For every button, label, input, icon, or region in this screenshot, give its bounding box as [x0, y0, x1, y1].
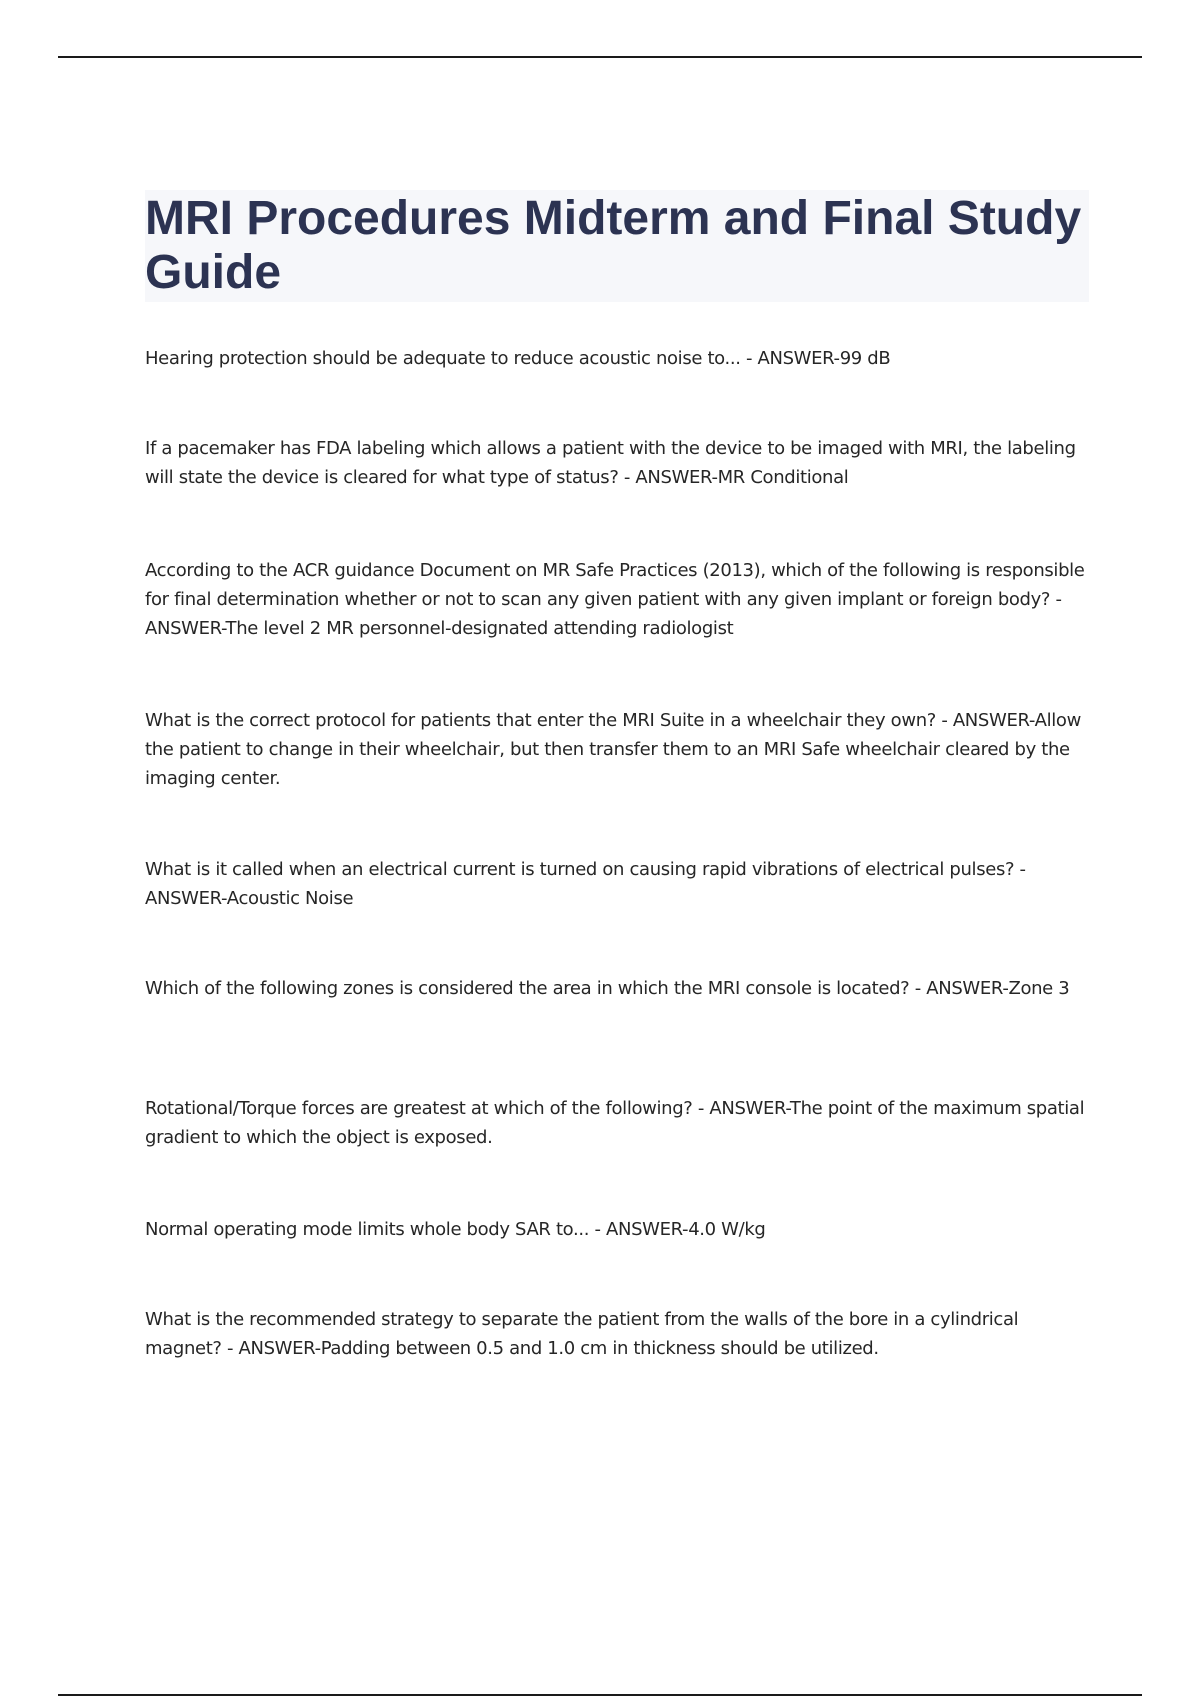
- qa-item: Rotational/Torque forces are greatest at which of the following? - ANSWER-The point of the maximum spatial gradient to which the object is exposed.: [145, 1098, 1085, 1148]
- qa-item: If a pacemaker has FDA labeling which allows a patient with the device to be imaged with MRI, the labeling will state the device is cleared for what type of status? - ANSWER-MR Conditional: [145, 438, 1076, 488]
- qa-item: What is the recommended strategy to separate the patient from the walls of the bore in a cylindrical magnet? - ANSWER-Padding between 0.5 and 1.0 cm in thickness should be utilized.: [145, 1309, 1019, 1359]
- qa-item: Which of the following zones is considered the area in which the MRI console is located? - ANSWER-Zone 3: [145, 978, 1070, 999]
- qa-item: What is the correct protocol for patients that enter the MRI Suite in a wheelchair they own? - ANSWER-Allow the patient to change in their wheelchair, but then transfer them to an MRI Safe wheelchair cleared by the imaging center.: [145, 710, 1081, 789]
- qa-item: According to the ACR guidance Document on MR Safe Practices (2013), which of the following is responsible for final determination whether or not to scan any given patient with any given implant or foreign body? - ANSWER-The level 2 MR personnel-designated attending radiologist: [145, 560, 1085, 639]
- qa-item: Normal operating mode limits whole body SAR to... - ANSWER-4.0 W/kg: [145, 1219, 766, 1240]
- footer-rule: [58, 1694, 1142, 1696]
- document-title: MRI Procedures Midterm and Final Study Guide: [145, 192, 1082, 299]
- qa-item: Hearing protection should be adequate to reduce acoustic noise to... - ANSWER-99 dB: [145, 348, 891, 369]
- qa-item: What is it called when an electrical current is turned on causing rapid vibrations of electrical pulses? - ANSWER-Acoustic Noise: [145, 859, 1026, 909]
- header-rule: [58, 56, 1142, 58]
